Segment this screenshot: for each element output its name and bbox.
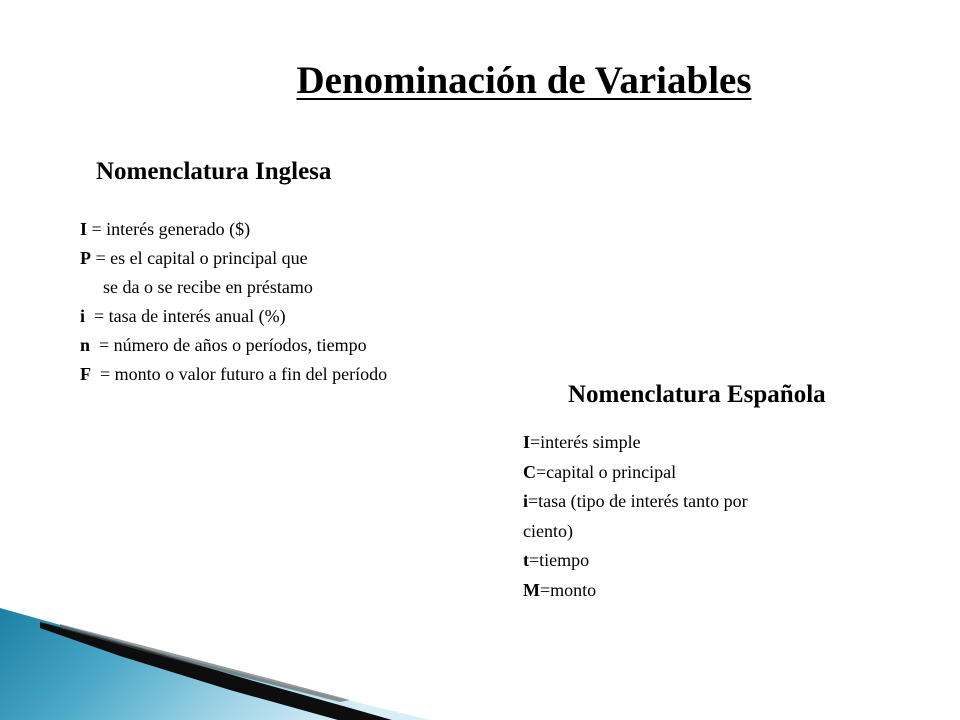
list-item — [80, 302, 387, 331]
variable-symbol: F — [80, 364, 91, 384]
variable-symbol: t — [523, 550, 529, 570]
variable-symbol: i — [523, 491, 529, 511]
list-item — [523, 546, 748, 576]
variable-definition: ciento) — [523, 520, 573, 541]
variable-definition: =tasa (tipo de interés tanto por — [528, 491, 748, 511]
variable-definition: se da o se recibe en préstamo — [103, 277, 313, 297]
spanish-variable-list — [523, 428, 748, 605]
list-item — [523, 428, 748, 458]
list-item — [523, 517, 748, 547]
variable-symbol: P — [80, 248, 91, 268]
variable-definition: = monto o valor futuro a fin del período — [91, 364, 388, 384]
list-item — [80, 273, 387, 302]
variable-definition: =capital o principal — [536, 461, 677, 482]
teal-swoosh — [0, 608, 430, 720]
english-nomenclature-heading: Nomenclatura Inglesa — [96, 158, 332, 185]
variable-definition: =monto — [540, 579, 597, 600]
variable-symbol: M — [523, 579, 540, 600]
variable-definition: = interés generado ($) — [87, 219, 251, 239]
variable-definition: = número de años o períodos, tiempo — [90, 335, 367, 355]
variable-definition: = es el capital o principal que — [91, 248, 308, 268]
list-item — [80, 331, 387, 360]
page-title: Denominación de Variables — [296, 59, 752, 102]
list-item — [523, 458, 748, 488]
variable-symbol: C — [523, 461, 536, 482]
variable-definition: =interés simple — [530, 432, 641, 452]
variable-definition: =tiempo — [529, 550, 590, 570]
list-item — [80, 215, 387, 244]
variable-symbol: I — [523, 432, 531, 452]
variable-symbol: I — [80, 219, 88, 239]
spanish-nomenclature-heading: Nomenclatura Española — [568, 381, 826, 408]
variable-definition: = tasa de interés anual (%) — [85, 306, 286, 326]
variable-symbol: n — [80, 335, 91, 355]
english-variable-list — [80, 215, 387, 389]
list-item — [523, 487, 748, 517]
list-item — [80, 360, 387, 389]
list-item — [80, 244, 387, 273]
list-item — [523, 576, 748, 606]
variable-symbol: i — [80, 306, 86, 326]
